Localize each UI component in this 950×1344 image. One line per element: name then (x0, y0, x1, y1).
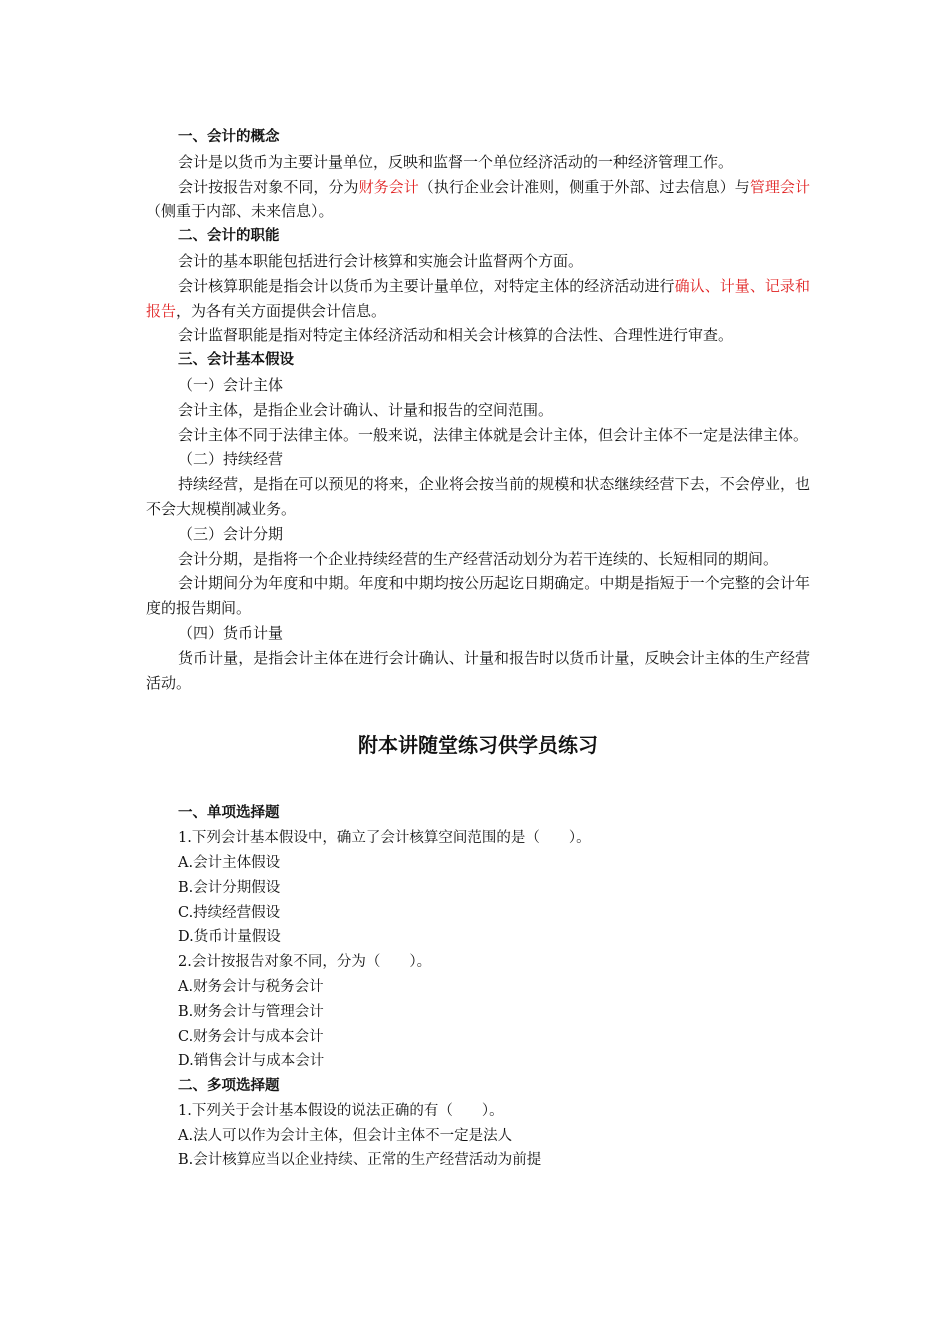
paragraph: 会计分期，是指将一个企业持续经营的生产经营活动划分为若干连续的、长短相同的期间。 (178, 549, 779, 568)
subheading: （一）会计主体 (178, 375, 284, 394)
question: 2.会计按报告对象不同，分为（ ）。 (178, 954, 432, 971)
option: C.持续经营假设 (178, 904, 281, 921)
option: C.财务会计与成本会计 (178, 1028, 324, 1045)
option: A.会计主体假设 (178, 854, 281, 871)
question: 1.下列关于会计基本假设的说法正确的有（ ）。 (178, 1102, 504, 1119)
highlight-text: 管理会计 (749, 177, 810, 196)
question: 1.下列会计基本假设中，确立了会计核算空间范围的是（ ）。 (178, 830, 591, 847)
paragraph (146, 175, 810, 225)
option: B.财务会计与管理会计 (178, 1003, 324, 1020)
option: B.会计核算应当以企业持续、正常的生产经营活动为前提 (178, 1152, 542, 1169)
text: ，为各有关方面提供会计信息。 (176, 301, 387, 320)
multi-choice-heading: 二、多项选择题 (178, 1078, 280, 1095)
section-heading-concept: 一、会计的概念 (178, 129, 280, 145)
text: 会计核算职能是指会计以货币为主要计量单位，对特定主体的经济活动进行 (178, 276, 675, 295)
paragraph: 会计主体不同于法律主体。一般来说，法律主体就是会计主体，但会计主体不一定是法律主体。 (178, 425, 809, 444)
paragraph: 会计主体，是指企业会计确认、计量和报告的空间范围。 (178, 400, 554, 419)
paragraph: 持续经营，是指在可以预见的将来，企业将会按当前的规模和状态继续经营下去，不会停业，也不会大规模削减业务。 (146, 475, 810, 518)
highlight-text: 财务会计 (358, 177, 419, 196)
option: B.会计分期假设 (178, 879, 281, 896)
option: A.财务会计与税务会计 (178, 978, 324, 995)
paragraph: 会计期间分为年度和中期。年度和中期均按公历起讫日期确定。中期是指短于一个完整的会计年度的报告期间。 (146, 574, 810, 618)
paragraph (146, 274, 810, 324)
option: D.货币计量假设 (178, 929, 281, 946)
subheading: （三）会计分期 (178, 524, 284, 543)
section-heading-functions: 二、会计的职能 (178, 228, 280, 245)
paragraph: 会计监督职能是指对特定主体经济活动和相关会计核算的合法性、合理性进行审查。 (178, 326, 734, 345)
practice-title: 附本讲随堂练习供学员练习 (358, 733, 598, 758)
paragraph: 会计的基本职能包括进行会计核算和实施会计监督两个方面。 (178, 251, 584, 270)
single-choice-heading: 一、单项选择题 (178, 805, 280, 822)
paragraph: 会计是以货币为主要计量单位，反映和监督一个单位经济活动的一种经济管理工作。 (178, 152, 734, 171)
text: （侧重于内部、未来信息）。 (146, 202, 334, 221)
option: D.销售会计与成本会计 (178, 1053, 325, 1070)
subheading: （二）持续经营 (178, 450, 284, 469)
subheading: （四）货币计量 (178, 623, 284, 642)
highlight-text: 确认、计量、记录和报告 (146, 276, 810, 320)
section-heading-assumptions: 三、会计基本假设 (178, 352, 294, 369)
option: A.法人可以作为会计主体，但会计主体不一定是法人 (178, 1127, 513, 1144)
paragraph: 货币计量，是指会计主体在进行会计确认、计量和报告时以货币计量，反映会计主体的生产经营活动。 (146, 648, 810, 692)
document-page (146, 125, 810, 1173)
text: 会计按报告对象不同，分为 (178, 177, 359, 196)
text: （执行企业会计准则，侧重于外部、过去信息）与 (418, 177, 750, 196)
